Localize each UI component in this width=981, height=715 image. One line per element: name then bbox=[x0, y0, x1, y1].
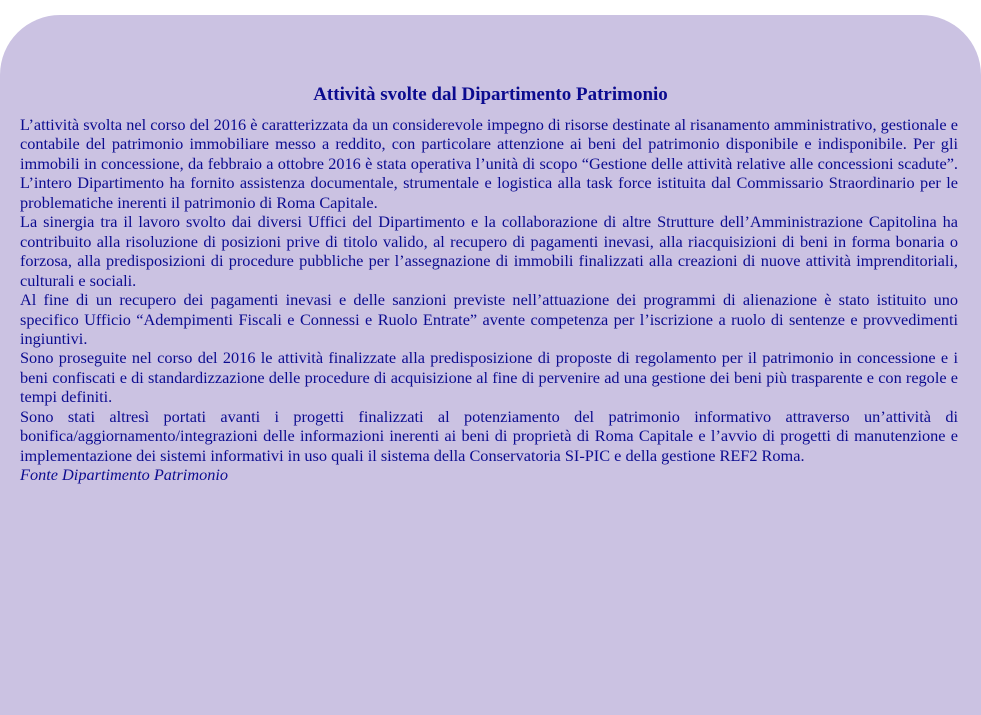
box-title: Attività svolte dal Dipartimento Patrimonio bbox=[313, 84, 668, 105]
box-content bbox=[20, 115, 958, 485]
paragraph-4: Sono proseguite nel corso del 2016 le attività finalizzate alla predisposizione di proposte di regolamento per il patrimonio in concessione e i beni confiscati e di standardizzazione delle procedure di acquisizione al fine di pervenire ad una gestione dei beni più trasparente e con regole e tempi definiti. bbox=[20, 348, 958, 407]
paragraph-1: L’attività svolta nel corso del 2016 è caratterizzata da un considerevole impegno di risorse destinate al risanamento amministrativo, gestionale e contabile del patrimonio immobiliare messo a reddito, con particolare attenzione ai beni del patrimonio disponibile e indisponibile. Per gli immobili in concessione, da febbraio a ottobre 2016 è stata operativa l’unità di scopo “Gestione delle attività relative alle concessioni scadute”. L’intero Dipartimento ha fornito assistenza documentale, strumentale e logistica alla task force istituita dal Commissario Straordinario per le problematiche inerenti il patrimonio di Roma Capitale. bbox=[20, 115, 958, 212]
paragraph-5: Sono stati altresì portati avanti i progetti finalizzati al potenziamento del patrimonio informativo attraverso un’attività di bonifica/aggiornamento/integrazioni delle informazioni inerenti ai beni di proprietà di Roma Capitale e l’avvio di progetti di manutenzione e implementazione dei sistemi informativi in uso quali il sistema della Conservatoria SI-PIC e della gestione REF2 Roma. bbox=[20, 406, 958, 465]
source-note: Fonte Dipartimento Patrimonio bbox=[20, 465, 229, 485]
paragraph-3: Al fine di un recupero dei pagamenti inevasi e delle sanzioni previste nell’attuazione dei programmi di alienazione è stato istituito uno specifico Ufficio “Adempimenti Fiscali e Connessi e Ruolo Entrate” avente competenza per l’iscrizione a ruolo di sentenze e provvedimenti ingiuntivi. bbox=[20, 290, 958, 348]
paragraph-2: La sinergia tra il lavoro svolto dai diversi Uffici del Dipartimento e la collaborazione di altre Strutture dell’Amministrazione Capitolina ha contribuito alla risoluzione di posizioni prive di titolo valido, al recupero di pagamenti inevasi, alla riacquisizioni di beni in forma bonaria o forzosa, alla predisposizioni di procedure pubbliche per l’assegnazione di immobili finalizzati alla creazioni di nuove attività imprenditoriali, culturali e sociali. bbox=[20, 212, 958, 290]
